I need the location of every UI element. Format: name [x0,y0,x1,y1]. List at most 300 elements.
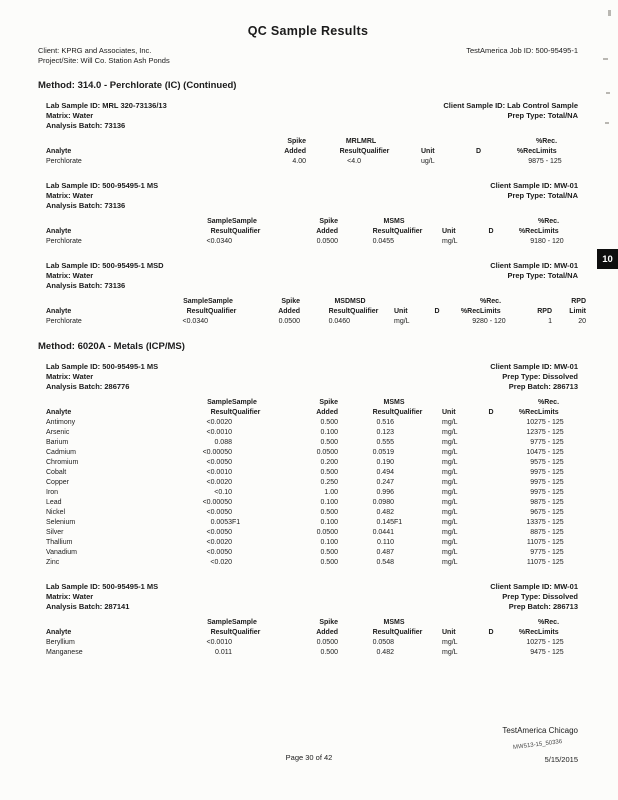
section-header-row [46,261,578,271]
column-header: Analyte [46,228,72,235]
column-header: Sample [232,619,257,626]
table-cell: Cadmium [46,449,76,456]
table-cell [394,448,442,458]
table-cell [480,518,502,528]
table-cell: 98 [530,499,538,506]
column-header: Result [186,308,208,315]
table-cell [480,638,502,648]
column-header: D [488,228,494,235]
table-row [46,317,586,327]
table-row [46,558,586,568]
table-cell: <0.00050 [202,449,232,456]
table-cell [480,428,502,438]
column-header: MS [394,399,405,406]
section-header-row [46,101,578,111]
column-header: Result [328,308,350,315]
column-header: MS [383,619,394,626]
table-cell: 104 [526,449,538,456]
table-cell [466,157,491,167]
table-row [46,458,586,468]
column-header: Qualifier [350,308,379,315]
table-cell: 0.555 [376,439,394,446]
table-cell: 0.110 [377,539,394,546]
lab-sample-id: Lab Sample ID: 500-95495-1 MSD [46,261,164,270]
column-header: Analyte [46,629,72,636]
table-cell [394,418,442,428]
header-row [46,137,586,147]
column-header: Result [210,228,232,235]
table-cell: mg/L [442,449,458,456]
table-cell: Thallium [46,539,73,546]
table-cell: 95 [530,459,538,466]
header-row [46,307,586,317]
table-cell [394,558,442,568]
qc-table [46,217,586,247]
lab-sample-id: Lab Sample ID: 500-95495-1 MS [46,181,159,190]
column-header: Limits [536,148,557,155]
header-row [46,227,586,237]
column-header [46,398,174,408]
table-cell: 75 - 125 [538,469,564,476]
client-sample-id: Client Sample ID: Lab Control Sample [443,101,578,110]
table-cell: 75 - 125 [538,529,564,536]
table-cell: mg/L [442,529,458,536]
table-cell: 96 [530,509,538,516]
table-cell [480,538,502,548]
table-cell: 0.516 [376,419,394,426]
footer-page-number: Page 30 of 42 [285,753,333,762]
table-cell: <0.0340 [206,238,232,245]
column-header: Result [339,148,361,155]
table-cell: 110 [526,559,538,566]
table-cell: mg/L [442,419,458,426]
table-cell: 75 - 125 [538,549,564,556]
qc-table [46,398,586,568]
column-header: Limits [538,409,559,416]
table-cell: 110 [526,539,538,546]
table-cell: 75 - 125 [538,559,564,566]
column-header [428,297,446,307]
section-header-row [46,582,578,592]
column-header: %Rec [518,228,538,235]
table-cell [394,538,442,548]
table-cell: <0.0340 [182,318,208,325]
table-cell: mg/L [442,519,458,526]
table-cell: 92 [472,318,480,325]
table-cell [394,498,442,508]
table-cell: <0.0020 [206,419,232,426]
table-cell: 99 [530,469,538,476]
column-header: Added [284,148,306,155]
column-header: %Rec [460,308,480,315]
qc-table [46,297,586,327]
table-cell: 75 - 125 [538,509,564,516]
table-cell [394,478,442,488]
column-header: Sample [207,399,232,406]
column-header [46,217,174,227]
column-header: Qualifier [394,629,423,636]
column-header: Added [316,228,338,235]
prep-batch: Prep Batch: 286713 [508,602,578,611]
section-header-row [46,271,578,281]
column-header: Limits [538,228,559,235]
matrix: Matrix: Water [46,271,94,280]
qc-section-ms-metals [46,362,578,568]
table-cell [394,428,442,438]
table-row [46,468,586,478]
table-cell: <0.0050 [206,459,232,466]
column-header [524,297,552,307]
table-cell [480,548,502,558]
table-cell [232,458,280,468]
table-cell: <0.0010 [206,639,232,646]
table-cell: Chromium [46,459,79,466]
matrix: Matrix: Water [46,592,94,601]
table-cell: 0.247 [376,479,394,486]
column-header: MRL [361,138,377,145]
section-header-row [46,372,578,382]
table-cell: F1 [232,519,241,526]
table-cell: 0.500 [320,469,338,476]
table-cell: Iron [46,489,59,496]
table-row [46,488,586,498]
analysis-batch: Analysis Batch: 73136 [46,201,126,210]
table-cell: 0.500 [320,509,338,516]
qc-table [46,137,586,167]
table-row [46,508,586,518]
table-cell: mg/L [442,649,458,656]
table-cell: 0.500 [320,549,338,556]
table-cell [232,558,280,568]
column-header: %Rec. [538,218,560,225]
column-header: D [434,308,440,315]
table-cell: <0.0050 [206,509,232,516]
table-cell: 102 [526,639,538,646]
lab-sample-id: Lab Sample ID: 500-95495-1 MS [46,362,159,371]
section-header-row [46,111,578,121]
prep-batch: Prep Batch: 286713 [508,382,578,391]
table-cell: 20 [578,318,586,325]
column-header: Limits [538,629,559,636]
column-header [480,618,502,628]
table-cell: 75 - 125 [538,539,564,546]
table-cell [394,508,442,518]
column-header [466,137,491,147]
analysis-batch: Analysis Batch: 286776 [46,382,130,391]
table-cell: <0.020 [210,559,232,566]
column-header: Analyte [46,308,72,315]
column-header: Sample [207,218,232,225]
table-cell: F1 [394,519,403,526]
table-cell: 75 - 125 [538,429,564,436]
table-cell: 0.500 [320,439,338,446]
table-cell: Selenium [46,519,76,526]
table-cell [394,638,442,648]
table-cell: <0.0020 [206,539,232,546]
qc-section-ms-metals-2 [46,582,578,658]
section-header-row [46,602,578,612]
column-header [46,618,174,628]
column-header: Analyte [46,148,72,155]
column-header: Qualifier [232,228,261,235]
table-cell [232,548,280,558]
table-cell: mg/L [442,429,458,436]
table-cell [428,317,446,327]
column-header: MSD [334,298,350,305]
table-cell: Zinc [46,559,60,566]
column-header: RPD [571,298,586,305]
column-header: Qualifier [232,409,261,416]
client-sample-id: Client Sample ID: MW-01 [490,181,578,190]
table-cell [232,237,280,247]
table-cell: 0.482 [376,649,394,656]
column-header: Limit [569,308,586,315]
table-cell: 75 - 125 [538,459,564,466]
table-row [46,538,586,548]
column-header: Qualifier [232,629,261,636]
column-header: %Rec. [538,619,560,626]
table-cell: 4.00 [292,158,306,165]
table-cell [480,418,502,428]
table-cell: 88 [530,529,538,536]
table-row [46,448,586,458]
column-header: Sample [208,298,233,305]
table-cell [232,498,280,508]
column-header: Limits [480,308,501,315]
scan-artifact [608,10,611,16]
table-cell: 80 - 120 [480,318,506,325]
table-cell: 0.0500 [278,318,300,325]
table-cell [208,317,252,327]
analysis-batch: Analysis Batch: 287141 [46,602,130,611]
column-header [442,398,480,408]
lab-sample-id: Lab Sample ID: MRL 320-73136/13 [46,101,167,110]
column-header: Unit [421,148,435,155]
table-cell: 0.100 [320,539,338,546]
table-cell: Arsenic [46,429,70,436]
table-cell [480,498,502,508]
table-cell: ug/L [421,158,435,165]
header-row [46,297,586,307]
table-cell: mg/L [442,469,458,476]
report-subheader [38,46,578,66]
column-header: Added [316,629,338,636]
client-line: Client: KPRG and Associates, Inc. [38,46,152,55]
table-cell [232,638,280,648]
table-cell [394,548,442,558]
table-row [46,157,586,167]
table-cell: 0.190 [376,459,394,466]
table-cell [361,157,421,167]
column-header: MS [394,619,405,626]
column-header: %Rec [518,629,538,636]
table-cell [232,538,280,548]
method-heading-perchlorate: Method: 314.0 - Perchlorate (IC) (Continued) [38,80,237,91]
table-cell: 0.0460 [328,318,350,325]
table-cell: 0.088 [214,439,232,446]
analysis-batch: Analysis Batch: 73136 [46,121,126,130]
table-cell: 94 [530,649,538,656]
table-cell: 99 [530,479,538,486]
qc-section-ms-perchlorate [46,181,578,247]
table-cell [232,488,280,498]
table-row [46,478,586,488]
table-cell [480,488,502,498]
table-cell: 97 [530,549,538,556]
scan-artifact [603,58,608,60]
footer-doc-id: MW513-15_50336 [512,739,563,751]
table-cell: 75 - 125 [536,158,562,165]
table-cell [232,478,280,488]
column-header: Unit [442,409,456,416]
column-header: MS [383,399,394,406]
table-cell: 99 [530,489,538,496]
job-id: TestAmerica Job ID: 500-95495-1 [466,46,578,55]
table-cell: 0.200 [320,459,338,466]
table-cell: 75 - 125 [538,439,564,446]
table-cell: 75 - 125 [538,519,564,526]
table-cell: 0.0053 [210,519,232,526]
table-cell: 75 - 125 [538,449,564,456]
column-header: Added [278,308,300,315]
column-header: %Rec [518,409,538,416]
header-row [46,628,586,638]
table-cell [480,478,502,488]
qc-table [46,618,586,658]
page-index-tab: 10 [597,249,618,269]
section-header-row [46,382,578,392]
table-cell: mg/L [442,559,458,566]
column-header: Spike [319,619,338,626]
table-cell: <0.0010 [206,429,232,436]
column-header: Qualifier [394,409,423,416]
prep-type: Prep Type: Dissolved [502,592,578,601]
prep-type: Prep Type: Total/NA [507,191,578,200]
column-header: Qualifier [361,148,390,155]
client-sample-id: Client Sample ID: MW-01 [490,582,578,591]
analysis-batch: Analysis Batch: 73136 [46,281,126,290]
matrix: Matrix: Water [46,191,94,200]
table-cell [232,418,280,428]
column-header [442,217,480,227]
table-cell: 0.0455 [372,238,394,245]
prep-type: Prep Type: Dissolved [502,372,578,381]
section-header-row [46,201,578,211]
header-row [46,398,586,408]
table-cell: 75 - 125 [538,419,564,426]
table-cell: Cobalt [46,469,67,476]
table-cell: Beryllium [46,639,75,646]
column-header: Unit [442,629,456,636]
table-row [46,548,586,558]
table-cell: 1 [548,318,552,325]
table-cell [232,468,280,478]
column-header: Analyte [46,409,72,416]
table-cell: Nickel [46,509,66,516]
column-header [480,217,502,227]
table-cell: 0.100 [320,519,338,526]
column-header: MS [383,218,394,225]
table-row [46,237,586,247]
table-cell: 91 [530,238,538,245]
column-header: MS [394,218,405,225]
table-cell: <0.0020 [206,479,232,486]
table-cell: 0.500 [320,559,338,566]
column-header [502,217,538,227]
table-cell: Perchlorate [46,318,82,325]
table-cell: 1.00 [324,489,338,496]
table-cell: 0.0500 [316,639,338,646]
table-cell: <0.00050 [202,499,232,506]
table-cell: 0.123 [376,429,394,436]
table-cell [480,528,502,538]
table-cell: Silver [46,529,64,536]
table-cell: mg/L [442,549,458,556]
column-header: %Rec. [536,138,558,145]
column-header: MSD [350,298,366,305]
table-row [46,528,586,538]
table-cell: 0.996 [376,489,394,496]
table-cell [394,648,442,658]
column-header [491,137,536,147]
table-cell: <0.0050 [206,529,232,536]
footer-lab-name: TestAmerica Chicago [502,726,578,735]
table-row [46,638,586,648]
table-cell: Barium [46,439,69,446]
header-row [46,147,586,157]
column-header: Qualifier [208,308,237,315]
column-header: Sample [232,399,257,406]
table-cell [394,458,442,468]
client-sample-id: Client Sample ID: MW-01 [490,261,578,270]
matrix: Matrix: Water [46,372,94,381]
table-cell: mg/L [442,439,458,446]
scan-artifact [606,92,610,94]
table-cell: 0.487 [376,549,394,556]
page-title: QC Sample Results [247,24,369,38]
table-cell [480,458,502,468]
column-header: Spike [287,138,306,145]
column-header [446,297,480,307]
column-header: Spike [281,298,300,305]
table-cell: mg/L [442,459,458,466]
table-row [46,648,586,658]
prep-type: Prep Type: Total/NA [507,111,578,120]
table-cell [480,508,502,518]
table-cell: Copper [46,479,69,486]
column-header: D [488,629,494,636]
table-cell: 0.500 [320,649,338,656]
table-cell: Perchlorate [46,158,82,165]
table-cell: <4.0 [347,158,361,165]
table-cell [480,237,502,247]
column-header: %Rec [516,148,536,155]
client-info [38,46,170,66]
table-cell: 0.0500 [316,529,338,536]
column-header [46,137,246,147]
table-cell: mg/L [442,639,458,646]
table-cell [480,438,502,448]
table-cell: 98 [528,158,536,165]
column-header: Sample [183,298,208,305]
table-cell: 0.100 [320,429,338,436]
column-header [480,398,502,408]
qc-section-msd-perchlorate [46,261,586,327]
table-cell: 0.011 [215,649,232,656]
table-cell: <0.10 [214,489,232,496]
table-cell: 80 - 120 [538,238,564,245]
table-cell: 0.0980 [372,499,394,506]
